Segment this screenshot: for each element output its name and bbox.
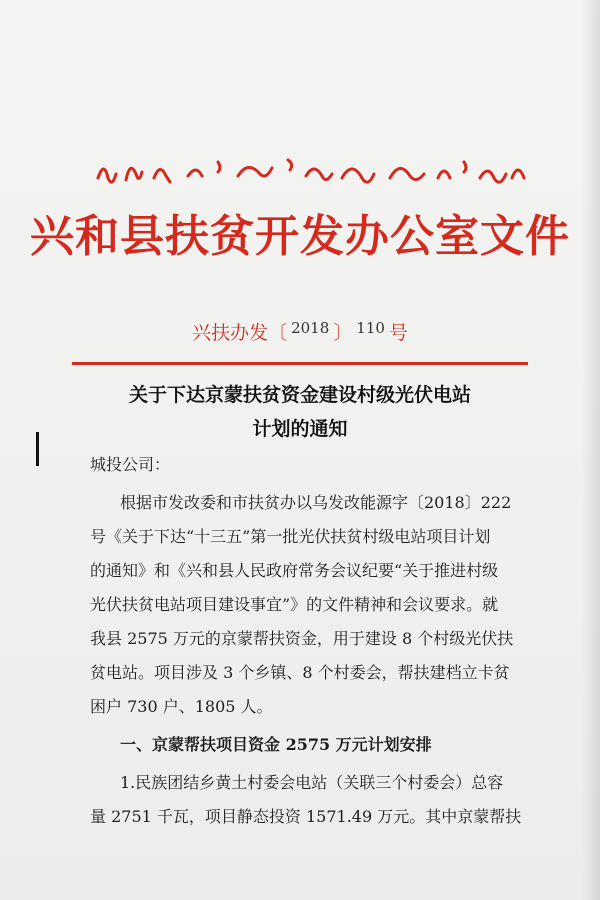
section-heading: 一、京蒙帮扶项目资金 2575 万元计划安排	[120, 735, 432, 754]
page-edge-shadow	[582, 0, 600, 900]
doc-number: 110	[356, 319, 385, 337]
issuing-office-title: 兴和县扶贫开发办公室文件	[30, 211, 570, 262]
notice-title-line-1: 关于下达京蒙扶贫资金建设村级光伏电站	[128, 384, 471, 406]
body-line: 光伏扶贫电站项目建设事宜”》的文件精神和会议要求。就	[90, 595, 499, 614]
body-line: 困户 730 户、1805 人。	[90, 697, 273, 716]
addressee: 城投公司：	[90, 455, 171, 474]
margin-mark	[36, 432, 39, 466]
doc-prefix: 兴扶办发〔	[192, 322, 288, 344]
doc-suffix: 号	[388, 322, 408, 344]
item-line: 1.民族团结乡黄土村委会电站（关联三个村委会）总容	[120, 773, 504, 792]
item-line: 量 2751 千瓦，项目静态投资 1571.49 万元。其中京蒙帮扶	[90, 807, 522, 826]
body-line: 的通知》和《兴和县人民政府常务会议纪要“关于推进村级	[90, 561, 499, 580]
body-line: 贫电站。项目涉及 3 个乡镇、8 个村委会，帮扶建档立卡贫	[90, 663, 510, 682]
red-divider-line	[72, 362, 528, 365]
doc-close: 〕	[333, 322, 353, 344]
body-line: 号《关于下达“十三五”第一批光伏扶贫村级电站项目计划	[90, 527, 491, 546]
mongolian-script-header	[92, 148, 532, 192]
body-line: 我县 2575 万元的京蒙帮扶资金，用于建设 8 个村级光伏扶	[90, 629, 514, 648]
notice-title-line-2: 计划的通知	[252, 418, 348, 440]
body-line: 根据市发改委和市扶贫办以乌发改能源字〔2018〕222	[120, 493, 512, 512]
doc-year: 2018	[291, 319, 330, 337]
document-number	[0, 318, 600, 345]
